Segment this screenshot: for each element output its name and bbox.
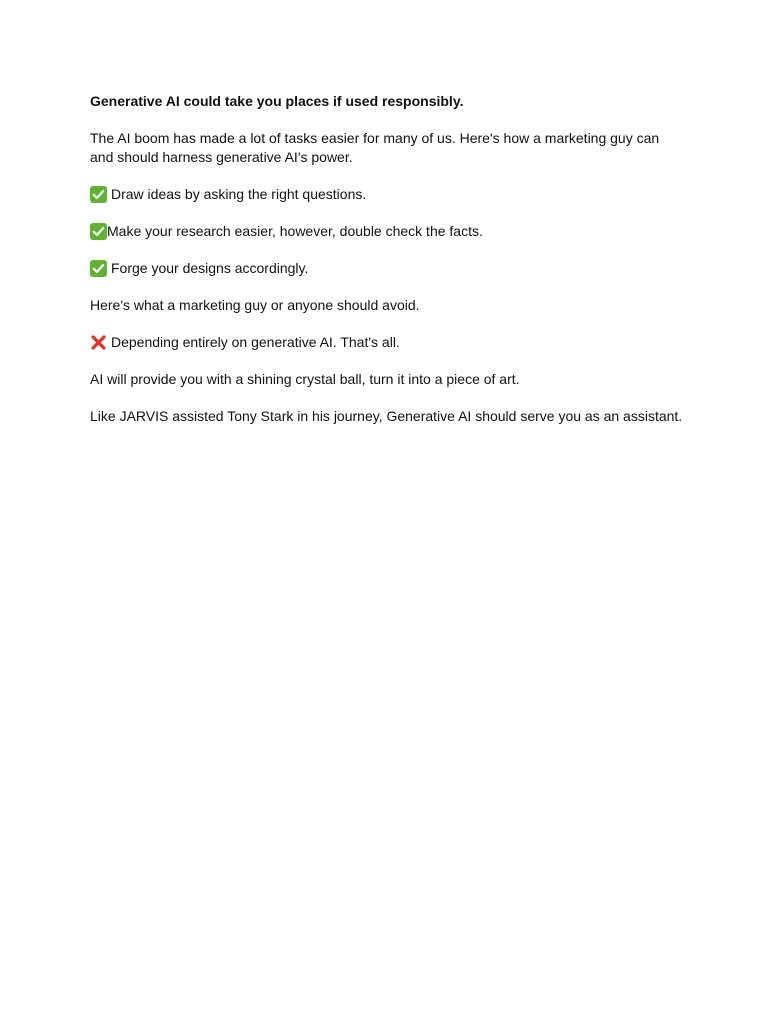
document-page bbox=[90, 92, 710, 444]
do-item-text: Draw ideas by asking the right questions. bbox=[111, 186, 367, 202]
closing-paragraph-2: Like JARVIS assisted Tony Stark in his journey, Generative AI should serve you as an assistant. bbox=[90, 408, 683, 424]
check-mark-icon bbox=[90, 186, 107, 203]
do-item bbox=[90, 222, 710, 241]
avoid-intro: Here's what a marketing guy or anyone should avoid. bbox=[90, 297, 420, 313]
cross-mark-icon bbox=[90, 334, 107, 351]
avoid-item bbox=[90, 333, 710, 352]
check-mark-icon bbox=[90, 223, 107, 240]
document-title: Generative AI could take you places if used responsibly. bbox=[90, 93, 464, 109]
do-item-text: Forge your designs accordingly. bbox=[111, 260, 309, 276]
intro-paragraph: The AI boom has made a lot of tasks easier for many of us. Here's how a marketing guy can and should harness generative AI's power. bbox=[90, 130, 660, 165]
do-item bbox=[90, 185, 710, 204]
do-item bbox=[90, 259, 710, 278]
do-item-text: Make your research easier, however, double check the facts. bbox=[107, 223, 483, 239]
closing-paragraph-1: AI will provide you with a shining crystal ball, turn it into a piece of art. bbox=[90, 371, 520, 387]
check-mark-icon bbox=[90, 260, 107, 277]
avoid-item-text: Depending entirely on generative AI. That's all. bbox=[111, 334, 400, 350]
